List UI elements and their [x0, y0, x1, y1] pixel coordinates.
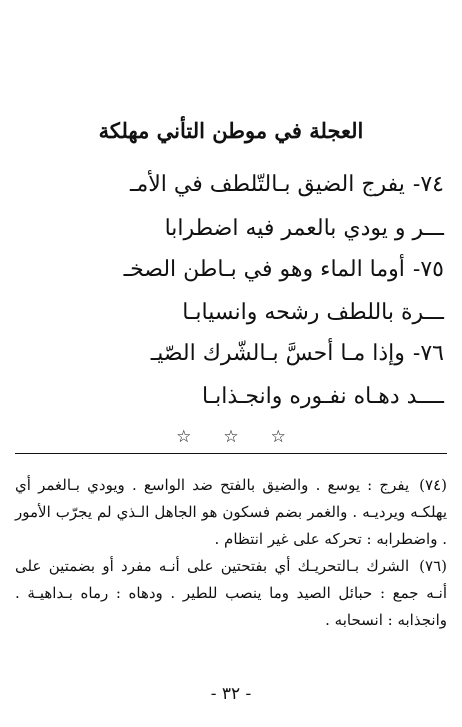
verse-number: ٧٥-: [412, 257, 444, 282]
verse-text: يفرج الضيق بـالتّلطف في الأمـ: [130, 172, 405, 197]
verse-76-first-hemistich: [151, 341, 444, 366]
verse-text: أوما الماء وهو في بـاطن الصخـ: [123, 257, 405, 282]
verse-74-second-hemistich: ـــر و يودي بالعمر فيه اضطرابا: [164, 216, 444, 241]
section-separator: [0, 427, 462, 447]
verse-75-second-hemistich: ـــرة باللطف رشحه وانسيابـا: [182, 300, 444, 325]
verse-number: ٧٦-: [412, 341, 444, 366]
footnote-divider: [15, 453, 447, 454]
star-icon: ☆: [270, 427, 286, 447]
page-number: - ٣٢ -: [210, 684, 252, 704]
poem-title: العجلة في موطن التأني مهلكة: [98, 118, 364, 143]
verse-74-first-hemistich: [130, 172, 444, 197]
verse-number: ٧٤-: [412, 172, 444, 197]
verse-text: وإذا مـا أحسَّ بـالشّرك الصّيـ: [150, 341, 405, 366]
star-icon: ☆: [223, 427, 239, 447]
footnote-number: (٧٦): [419, 557, 447, 575]
verse-76-second-hemistich: ــــد دهـاه نفـوره وانجـذابـا: [201, 384, 444, 409]
footnote-text: الشرك بـالتحريـك أي بفتحتين على أنـه مفرد أو بضمتين على أنـه جمع : حبائل الصيد وما ينصب للطير . ودهاه : رماه بـداهيـة . وانجذابه : انسحابه .: [15, 557, 447, 629]
footnote-number: (٧٤): [419, 476, 447, 494]
footnote-74: [15, 472, 447, 553]
footnotes: [15, 472, 447, 634]
footnote-text: يفرج : يوسع . والضيق بالفتح ضد الواسع . ويودي بـالغمر أي يهلكـه ويرديـه . والغمر بضم فسكون هو الجاهل الـذي لم يجرّب الأمور . واضطرابه : تحركه على غير انتظام .: [15, 476, 447, 548]
footnote-76: [15, 553, 447, 634]
star-icon: ☆: [176, 427, 192, 447]
verse-75-first-hemistich: [124, 257, 444, 282]
